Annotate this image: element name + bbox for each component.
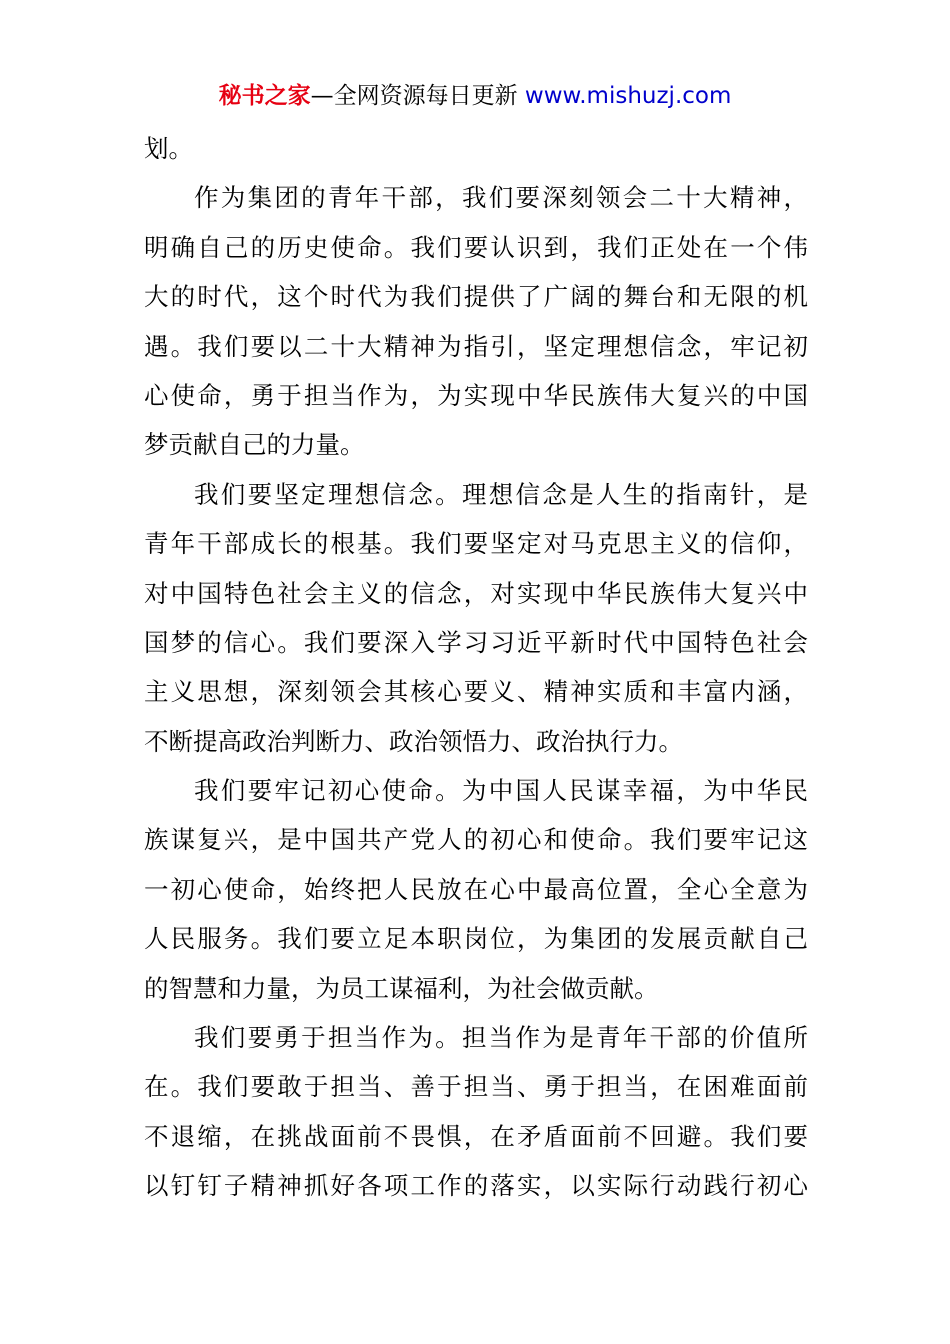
paragraph-responsibility	[144, 1013, 808, 1211]
paragraph-continuation	[144, 124, 808, 173]
text-line: 以钉钉子精神抓好各项工作的落实，以实际行动践行初心	[144, 1171, 808, 1201]
text-line: 作为集团的青年干部，我们要深刻领会二十大精神，	[194, 183, 808, 213]
text-line: 梦贡献自己的力量。	[144, 430, 365, 460]
paragraph-historic-mission	[144, 173, 808, 469]
document-body	[144, 124, 808, 1211]
paragraph-ideals-beliefs	[144, 470, 808, 766]
text-line: 不退缩，在挑战面前不畏惧，在矛盾面前不回避。我们要	[144, 1121, 808, 1151]
text-line: 的智慧和力量，为员工谋福利，为社会做贡献。	[144, 973, 659, 1003]
text-line: 青年干部成长的根基。我们要坚定对马克思主义的信仰，	[144, 529, 808, 559]
site-header	[0, 80, 950, 112]
text-line: 心使命，勇于担当作为，为实现中华民族伟大复兴的中国	[144, 380, 808, 410]
text-line: 我们要勇于担当作为。担当作为是青年干部的价值所	[194, 1023, 808, 1053]
text-line: 不断提高政治判断力、政治领悟力、政治执行力。	[144, 726, 683, 756]
text-line: 大的时代，这个时代为我们提供了广阔的舞台和无限的机	[144, 282, 808, 312]
site-url-link[interactable]: www.mishuzj.com	[524, 83, 732, 109]
text-line: 划。	[144, 134, 193, 163]
text-line: 人民服务。我们要立足本职岗位，为集团的发展贡献自己	[144, 924, 808, 954]
text-line: 主义思想，深刻领会其核心要义、精神实质和丰富内涵，	[144, 677, 808, 707]
text-line: 国梦的信心。我们要深入学习习近平新时代中国特色社会	[144, 627, 808, 657]
text-line: 对中国特色社会主义的信念，对实现中华民族伟大复兴中	[144, 578, 808, 608]
text-line: 明确自己的历史使命。我们要认识到，我们正处在一个伟	[144, 232, 808, 262]
header-tagline: —全网资源每日更新	[310, 83, 518, 109]
text-line: 遇。我们要以二十大精神为指引，坚定理想信念，牢记初	[144, 331, 808, 361]
text-line: 在。我们要敢于担当、善于担当、勇于担当，在困难面前	[144, 1072, 808, 1102]
text-line: 族谋复兴，是中国共产党人的初心和使命。我们要牢记这	[144, 825, 808, 855]
text-line: 我们要牢记初心使命。为中国人民谋幸福，为中华民	[194, 776, 808, 806]
text-line: 我们要坚定理想信念。理想信念是人生的指南针，是	[194, 479, 808, 509]
brand-name: 秘书之家	[218, 83, 311, 109]
paragraph-original-mission	[144, 766, 808, 1013]
text-line: 一初心使命，始终把人民放在心中最高位置，全心全意为	[144, 874, 808, 904]
